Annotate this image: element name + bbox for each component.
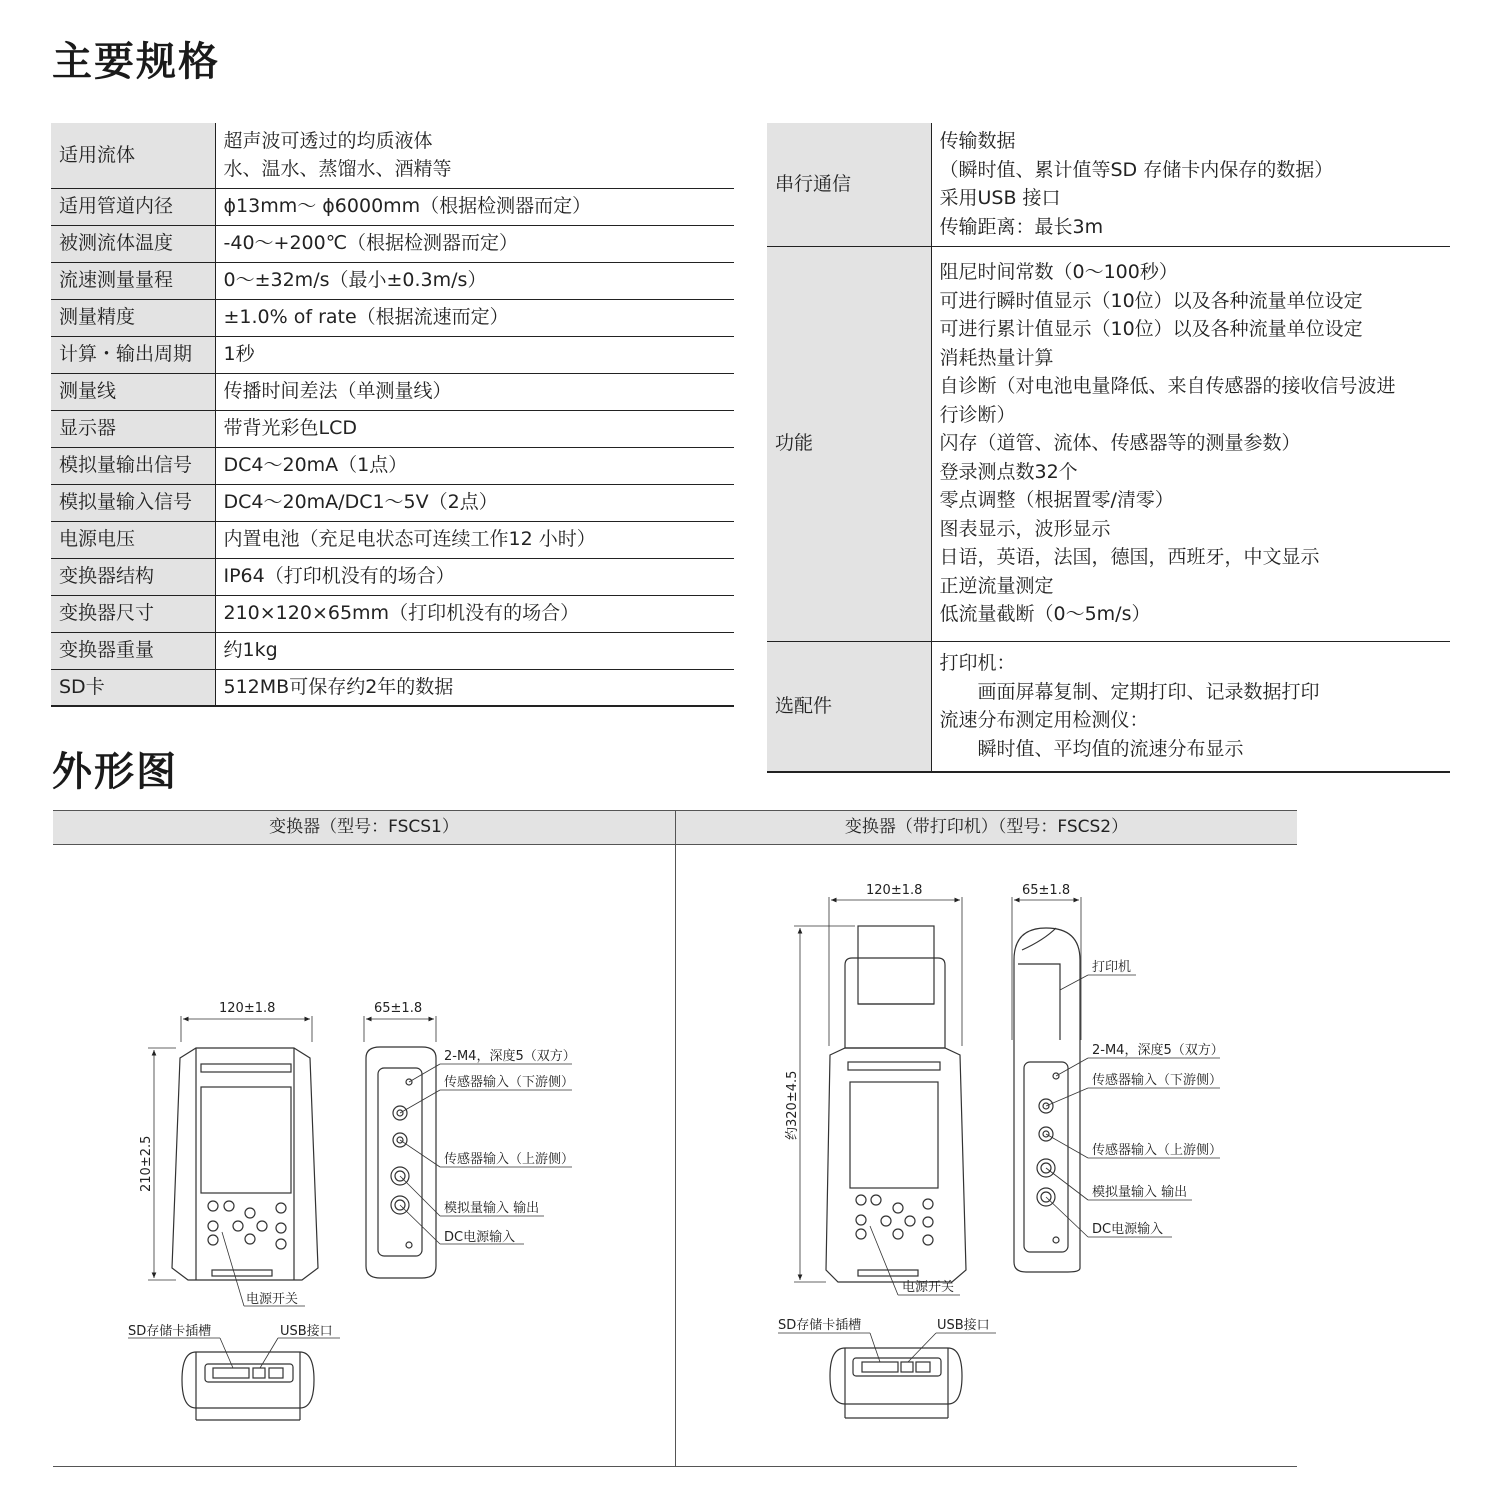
fscs2-usb-label: USB接口: [937, 1318, 990, 1333]
spec-value-line: 图表显示，波形显示: [939, 517, 1111, 540]
spec-label: 适用流体: [51, 123, 215, 188]
spec-value-line: 可进行瞬时值显示（10位）以及各种流量单位设定: [939, 289, 1363, 312]
fscs2-bottom-view: [830, 1348, 962, 1418]
specs-heading: 主要规格: [52, 39, 220, 85]
fscs1-m4-label: 2-M4，深度5（双方）: [444, 1049, 576, 1064]
spec-value-line: 瞬时值、平均值的流速分布显示: [939, 737, 1244, 760]
spec-value-line: 日语，英语，法国，德国，西班牙，中文显示: [939, 546, 1320, 569]
spec-label: 变换器尺寸: [51, 595, 215, 632]
spec-value-line: 内置电池（充足电状态可连续工作12 小时）: [223, 528, 596, 551]
spec-value-line: 采用USB 接口: [939, 187, 1061, 210]
spec-label: 串行通信: [767, 123, 931, 246]
fscs1-sensor-down-label: 传感器输入（下游侧）: [444, 1075, 575, 1090]
fscs1-title: 变换器（型号：FSCS1）: [53, 811, 675, 845]
spec-value-line: 正逆流量测定: [939, 574, 1054, 597]
spec-label: 变换器结构: [51, 558, 215, 595]
spec-label: 选配件: [767, 641, 931, 772]
fscs2-sd-label: SD存储卡插槽: [778, 1318, 862, 1333]
spec-value-line: 打印机：: [939, 652, 1016, 675]
fscs2-sensor-up-label: 传感器输入（上游侧）: [1092, 1143, 1223, 1158]
spec-value-line: 画面屏幕复制、定期打印、记录数据打印: [939, 680, 1320, 703]
fscs1-sd-label: SD存储卡插槽: [128, 1324, 212, 1339]
fscs1-bottom-view: [182, 1352, 314, 1420]
fscs1-power-label: 电源开关: [246, 1292, 299, 1307]
spec-value-line: 可进行累计值显示（10位）以及各种流量单位设定: [939, 318, 1363, 341]
spec-label: 模拟量输入信号: [51, 484, 215, 521]
spec-value-line: 水、温水、蒸馏水、酒精等: [223, 158, 452, 181]
outline-heading: 外形图: [52, 749, 178, 795]
spec-value-line: 登录测点数32个: [939, 460, 1078, 483]
fscs1-height-dim: 210±2.5: [139, 1135, 154, 1192]
spec-label: SD卡: [51, 669, 215, 706]
spec-value-line: 消耗热量计算: [939, 346, 1054, 369]
spec-label: 模拟量输出信号: [51, 447, 215, 484]
spec-value-line: 阻尼时间常数（0～100秒）: [939, 261, 1178, 284]
spec-value-line: -40～+200℃（根据检测器而定）: [223, 232, 519, 255]
spec-value-line: IP64（打印机没有的场合）: [223, 565, 455, 588]
fscs2-power-label: 电源开关: [902, 1280, 955, 1295]
fscs2-height-dim: 约320±4.5: [785, 1070, 800, 1140]
spec-value-line: 流速分布测定用检测仪：: [939, 709, 1149, 732]
spec-label: 流速测量量程: [51, 262, 215, 299]
spec-value-line: 传输数据: [939, 130, 1016, 153]
fscs2-dc-label: DC电源输入: [1092, 1222, 1164, 1237]
spec-value-line: （瞬时值、累计值等SD 存储卡内保存的数据）: [939, 158, 1334, 181]
fscs1-front-view: [172, 1048, 318, 1280]
spec-value-line: 约1kg: [223, 639, 278, 662]
spec-value-line: DC4～20mA（1点）: [223, 454, 408, 477]
spec-value-line: 512MB可保存约2年的数据: [223, 676, 454, 698]
spec-label: 测量精度: [51, 299, 215, 336]
fscs2-printer-label: 打印机: [1092, 960, 1132, 975]
spec-value-line: 闪存（道管、流体、传感器等的测量参数）: [939, 432, 1301, 455]
spec-value-line: DC4～20mA/DC1～5V（2点）: [223, 491, 498, 514]
spec-label: 功能: [767, 246, 931, 641]
spec-value-line: ϕ13mm～ ϕ6000mm（根据检测器而定）: [223, 195, 592, 218]
fscs2-title: 变换器（带打印机）（型号：FSCS2）: [676, 811, 1297, 845]
fscs1-usb-label: USB接口: [280, 1324, 333, 1339]
fscs2-depth-dim: 65±1.8: [1022, 883, 1071, 898]
fscs1-analog-label: 模拟量输入 输出: [444, 1201, 540, 1216]
spec-label: 被测流体温度: [51, 225, 215, 262]
spec-label: 显示器: [51, 410, 215, 447]
fscs2-m4-label: 2-M4，深度5（双方）: [1092, 1043, 1224, 1058]
spec-value-line: 超声波可透过的均质液体: [223, 129, 433, 152]
fscs2-front-view: [826, 926, 966, 1282]
spec-value-line: 带背光彩色LCD: [223, 417, 357, 440]
spec-value-line: 210×120×65mm（打印机没有的场合）: [223, 602, 580, 625]
fscs1-width-dim: 120±1.8: [219, 1001, 276, 1016]
spec-label: 测量线: [51, 373, 215, 410]
spec-value-line: 1秒: [223, 343, 255, 366]
spec-value-line: 传输距离：最长3m: [939, 215, 1104, 238]
fscs2-sensor-down-label: 传感器输入（下游侧）: [1092, 1073, 1223, 1088]
spec-label: 计算・输出周期: [51, 336, 215, 373]
spec-value-line: ±1.0% of rate（根据流速而定）: [223, 306, 509, 329]
spec-label: 适用管道内径: [51, 188, 215, 225]
spec-value-line: 自诊断（对电池电量降低、来自传感器的接收信号波进: [939, 375, 1396, 398]
spec-value-line: 低流量截断（0～5m/s）: [939, 603, 1151, 626]
spec-value-line: 传播时间差法（单测量线）: [223, 380, 452, 403]
fscs1-side-view: [366, 1047, 436, 1278]
spec-value-line: 零点调整（根据置零/清零）: [939, 489, 1174, 512]
fscs1-depth-dim: 65±1.8: [374, 1001, 423, 1016]
fscs2-width-dim: 120±1.8: [866, 883, 923, 898]
spec-value-line: 0～±32m/s（最小±0.3m/s）: [223, 269, 487, 292]
spec-label: 电源电压: [51, 521, 215, 558]
fscs2-analog-label: 模拟量输入 输出: [1092, 1185, 1188, 1200]
spec-value-line: 行诊断）: [939, 403, 1016, 426]
fscs1-dc-label: DC电源输入: [444, 1230, 516, 1245]
fscs1-sensor-up-label: 传感器输入（上游侧）: [444, 1152, 575, 1167]
spec-label: 变换器重量: [51, 632, 215, 669]
